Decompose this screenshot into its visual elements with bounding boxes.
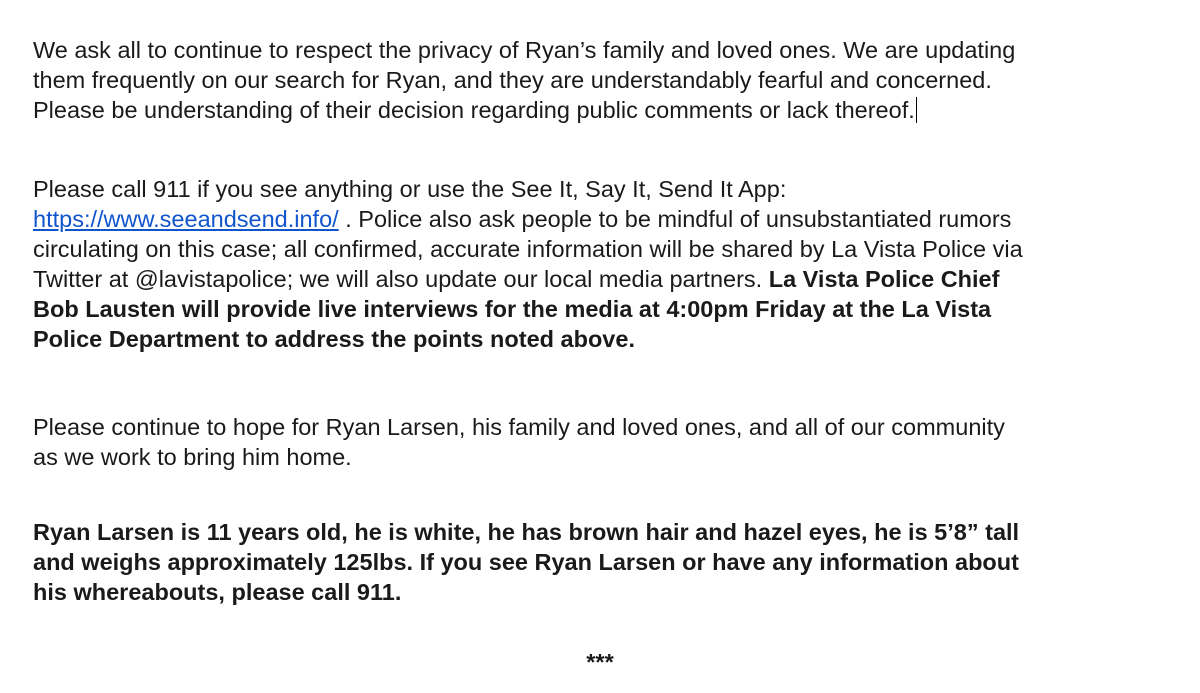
bold-text-line: his whereabouts, please call 911. [33, 579, 402, 605]
bold-text-line: Police Department to address the points noted above. [33, 326, 635, 352]
text-line: Please be understanding of their decision regarding public comments or lack thereof. [33, 97, 915, 123]
text-line: We ask all to continue to respect the privacy of Ryan’s family and loved ones. We are updating [33, 37, 1016, 63]
bold-text-line: Bob Lausten will provide live interviews for the media at 4:00pm Friday at the La Vista [33, 296, 992, 322]
text-line: Please call 911 if you see anything or use the See It, Say It, Send It App: [33, 176, 787, 202]
text-segment: . Police also ask people to be mindful of unsubstantiated rumors [338, 206, 1012, 232]
description-paragraph [33, 517, 1183, 607]
text-line: as we work to bring him home. [33, 444, 352, 470]
privacy-paragraph [33, 35, 1183, 125]
text-line: circulating on this case; all confirmed, accurate information will be shared by La Vista Police via [33, 236, 1023, 262]
contact-paragraph [33, 174, 1183, 354]
text-line: them frequently on our search for Ryan, and they are understandably fearful and concerned. [33, 67, 992, 93]
text-line: Please continue to hope for Ryan Larsen, his family and loved ones, and all of our community [33, 414, 1005, 440]
text-cursor [916, 97, 917, 123]
hope-paragraph [33, 412, 1183, 472]
bold-text-line: and weighs approximately 125lbs. If you see Ryan Larsen or have any information about [33, 549, 1019, 575]
text-segment: Twitter at @lavistapolice; we will also update our local media partners. [33, 266, 769, 292]
seeandsend-link[interactable]: https://www.seeandsend.info/ [33, 206, 339, 232]
section-separator: *** [586, 649, 614, 675]
bold-text-segment: La Vista Police Chief [768, 266, 1000, 292]
bold-text-line: Ryan Larsen is 11 years old, he is white, he has brown hair and hazel eyes, he is 5’8” tall [33, 519, 1020, 545]
